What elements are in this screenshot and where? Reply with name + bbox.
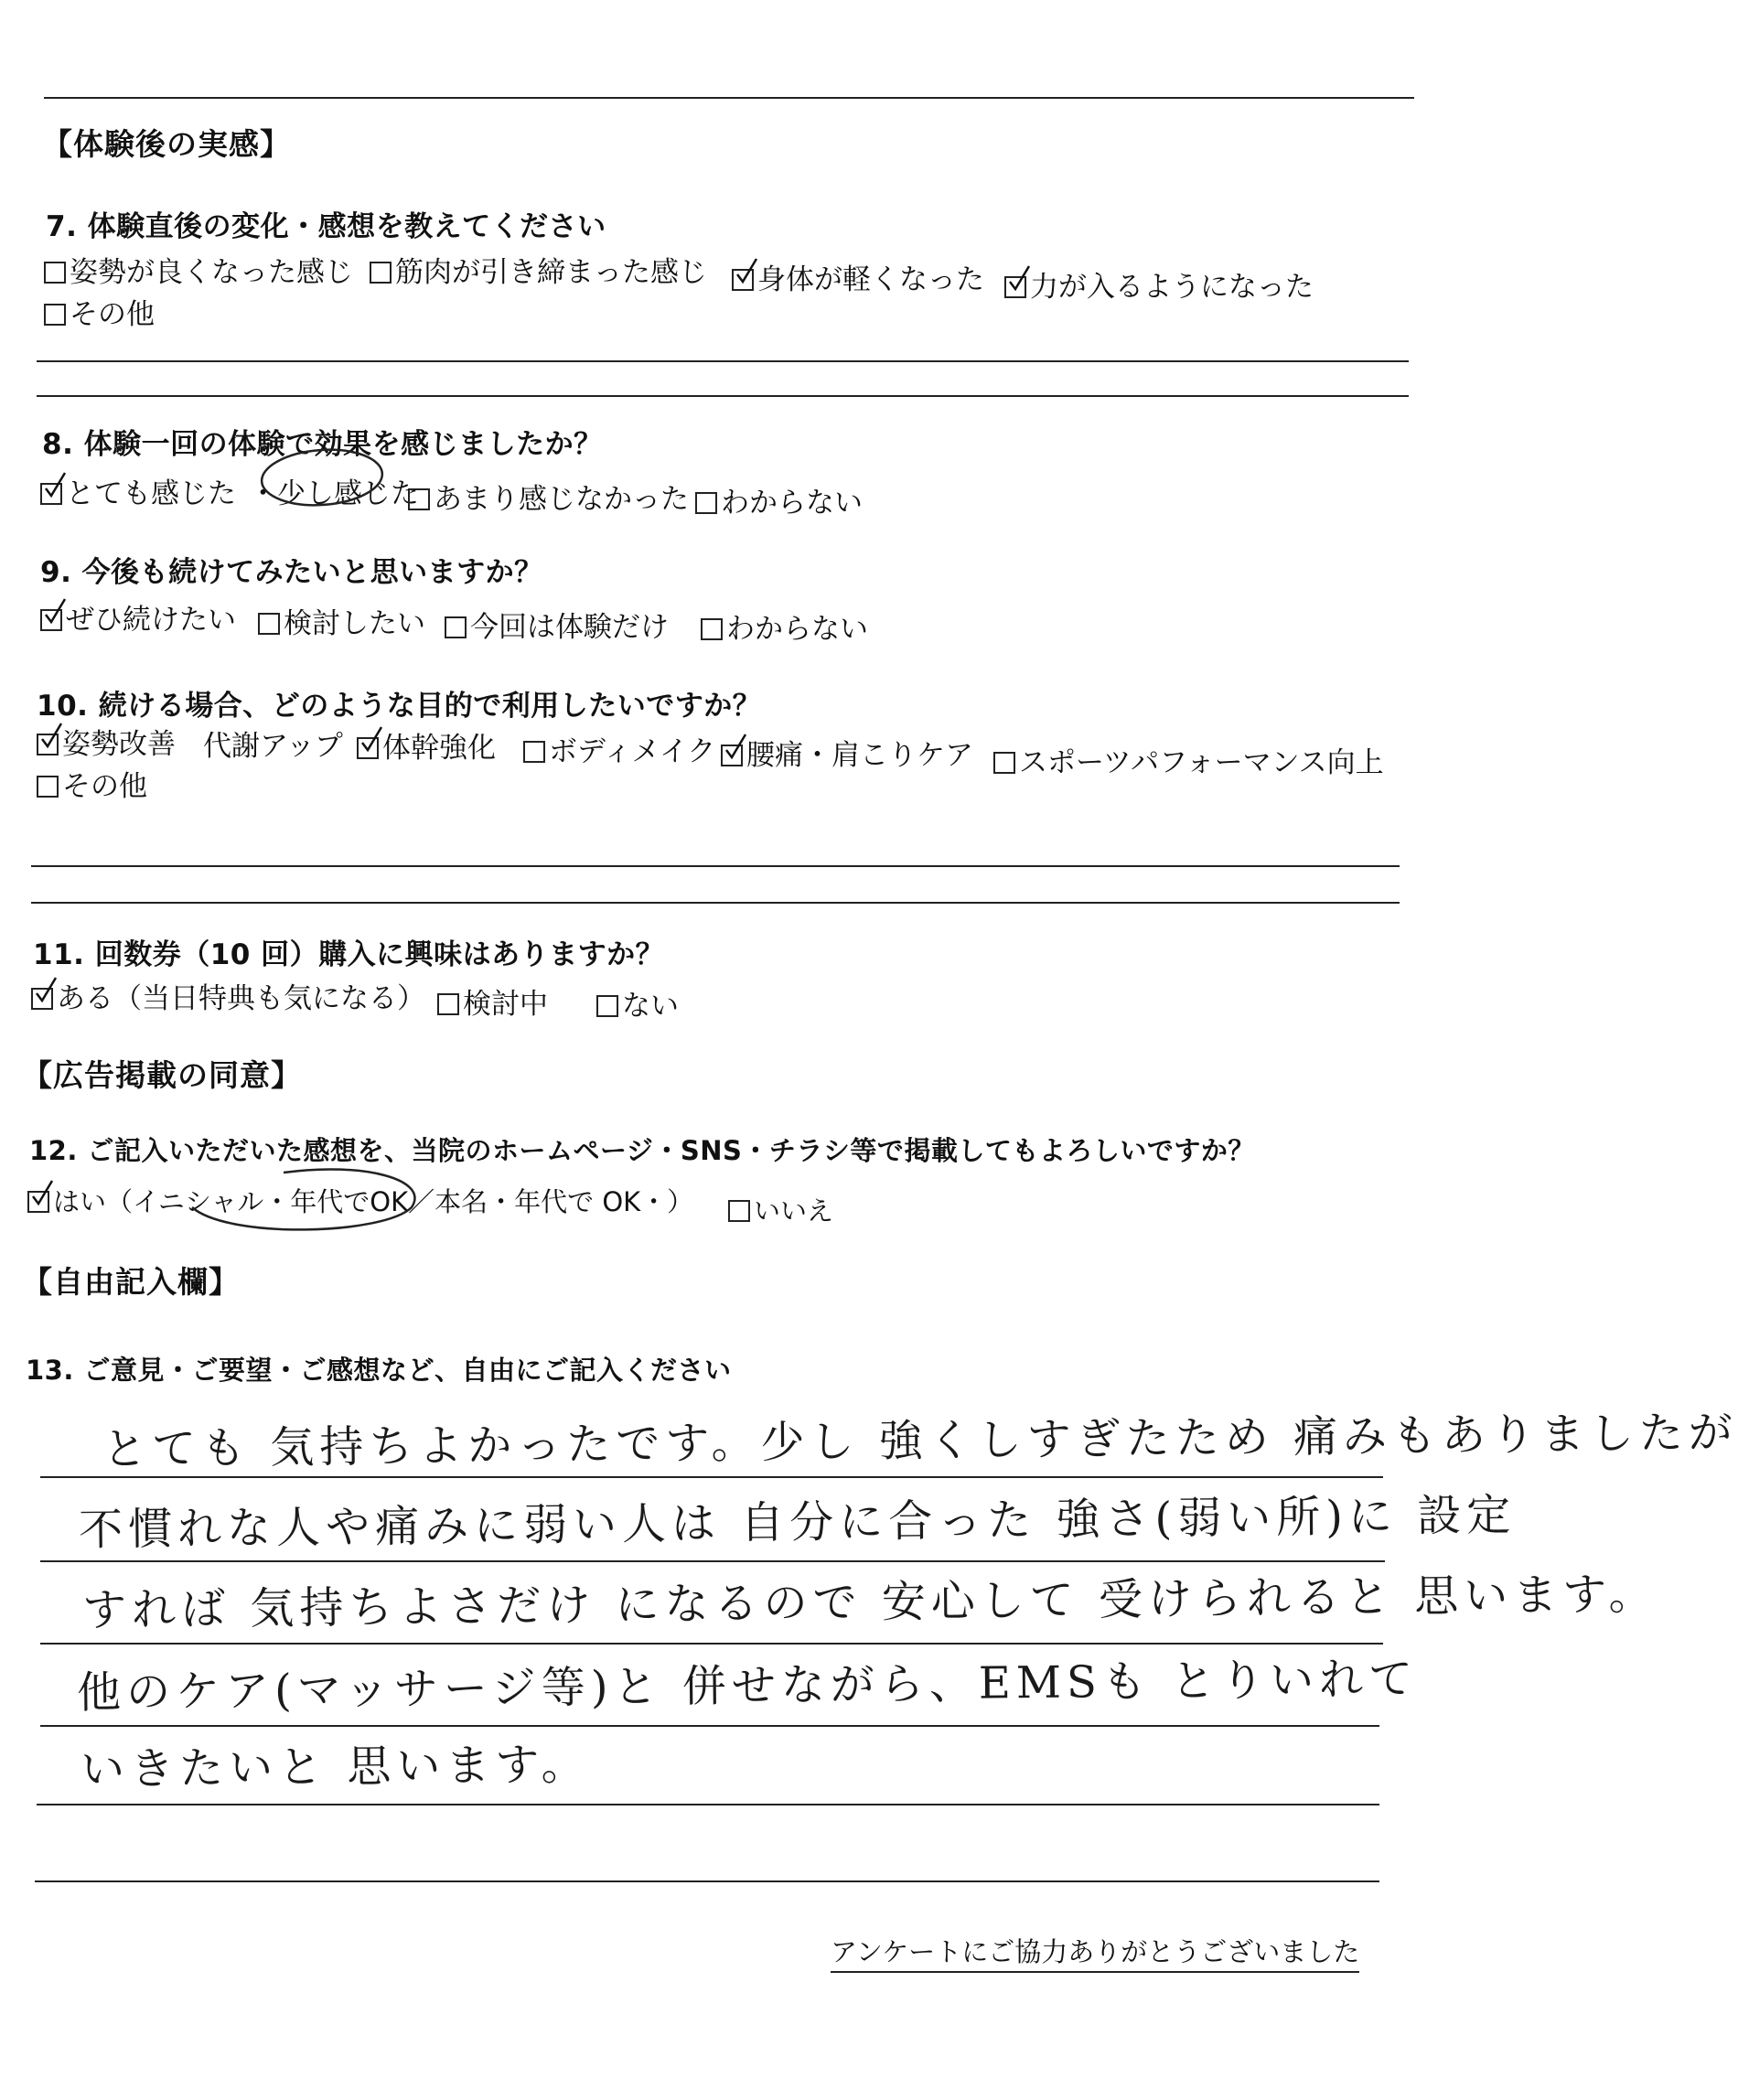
handwritten-line-3: すれば 気持ちよさだけ になるので 安心して 受けられると 思います。 bbox=[81, 1568, 1658, 1636]
q7-option-2[interactable]: 筋肉が引き締まった感じ bbox=[370, 249, 707, 290]
q8-option-3[interactable]: あまり感じなかった bbox=[408, 476, 689, 517]
q10-option-3[interactable]: 体幹強化 bbox=[357, 724, 496, 766]
question-9: 9. 今後も続けてみたいと思いますか？ bbox=[40, 556, 543, 589]
q7-option-5[interactable]: その他 bbox=[44, 291, 155, 332]
q10-option-6[interactable]: スポーツパフォーマンス向上 bbox=[993, 739, 1384, 780]
q7-option-4[interactable]: 力が入るようになった bbox=[1004, 263, 1314, 305]
question-8: 8. 体験一回の体験で効果を感じましたか？ bbox=[42, 428, 603, 461]
circle-mark-q8 bbox=[260, 445, 384, 509]
q10-option-5[interactable]: 腰痛・肩こりケア bbox=[721, 732, 973, 773]
handwritten-line-2: 不慣れな人や痛みに弱い人は 自分に合った 強さ(弱い所)に 設定 bbox=[78, 1489, 1517, 1556]
q10-option-4[interactable]: ボディメイク bbox=[523, 728, 715, 769]
thanks-note: アンケートにご協力ありがとうございました bbox=[831, 1932, 1359, 1973]
question-11: 11. 回数券（10 回）購入に興味はありますか？ bbox=[33, 938, 665, 971]
q9-option-4[interactable]: わからない bbox=[701, 605, 868, 647]
question-13: 13. ご意見・ご要望・ご感想など、自由にご記入ください bbox=[26, 1355, 732, 1386]
handwritten-line-1: とても 気持ちよかったです。少し 強くしすぎたため 痛みもありましたが bbox=[102, 1407, 1738, 1475]
section-heading-consent: 【広告掲載の同意】 bbox=[22, 1057, 302, 1093]
section-heading-free: 【自由記入欄】 bbox=[22, 1264, 240, 1300]
question-7: 7. 体験直後の変化・感想を教えてください bbox=[46, 210, 606, 243]
q9-option-1[interactable]: ぜひ続けたい bbox=[40, 596, 236, 638]
q8-option-1[interactable]: とても感じた bbox=[40, 470, 236, 511]
q8-option-4[interactable]: わからない bbox=[695, 479, 863, 520]
question-12: 12. ご記入いただいた感想を、当院のホームページ・SNS・チラシ等で掲載してもよろしいですか？ bbox=[29, 1135, 1255, 1166]
q12-option-2[interactable]: いいえ bbox=[728, 1191, 833, 1228]
q7-option-1[interactable]: 姿勢が良くなった感じ bbox=[44, 249, 353, 290]
q11-option-1[interactable]: ある（当日特典も気になる） bbox=[31, 975, 425, 1016]
q10-option-7[interactable]: その他 bbox=[37, 763, 147, 804]
q11-option-3[interactable]: ない bbox=[596, 982, 679, 1023]
q8-option-2-circled[interactable]: ・少し感じた bbox=[249, 477, 419, 510]
circle-mark-q12 bbox=[192, 1169, 414, 1229]
q9-option-2[interactable]: 検討したい bbox=[258, 600, 425, 641]
q11-option-2[interactable]: 検討中 bbox=[437, 980, 548, 1022]
q10-option-1[interactable]: 姿勢改善 bbox=[37, 721, 176, 762]
section-heading-after: 【体験後の実感】 bbox=[42, 126, 291, 162]
q10-option-2[interactable]: 代謝アップ bbox=[203, 730, 343, 763]
q7-option-3[interactable]: 身体が軽くなった bbox=[732, 256, 984, 297]
handwritten-line-5: いきたいと 思います。 bbox=[80, 1739, 591, 1795]
q9-option-3[interactable]: 今回は体験だけ bbox=[445, 604, 669, 645]
handwritten-line-4: 他のケア(マッサージ等)と 併せながら、EMSも とりいれて bbox=[76, 1653, 1419, 1719]
question-10: 10. 続ける場合、どのような目的で利用したいですか？ bbox=[37, 690, 762, 723]
q12-option-1[interactable]: はい（イニシャル・年代でOK／本名・年代で OK・） bbox=[27, 1182, 693, 1219]
